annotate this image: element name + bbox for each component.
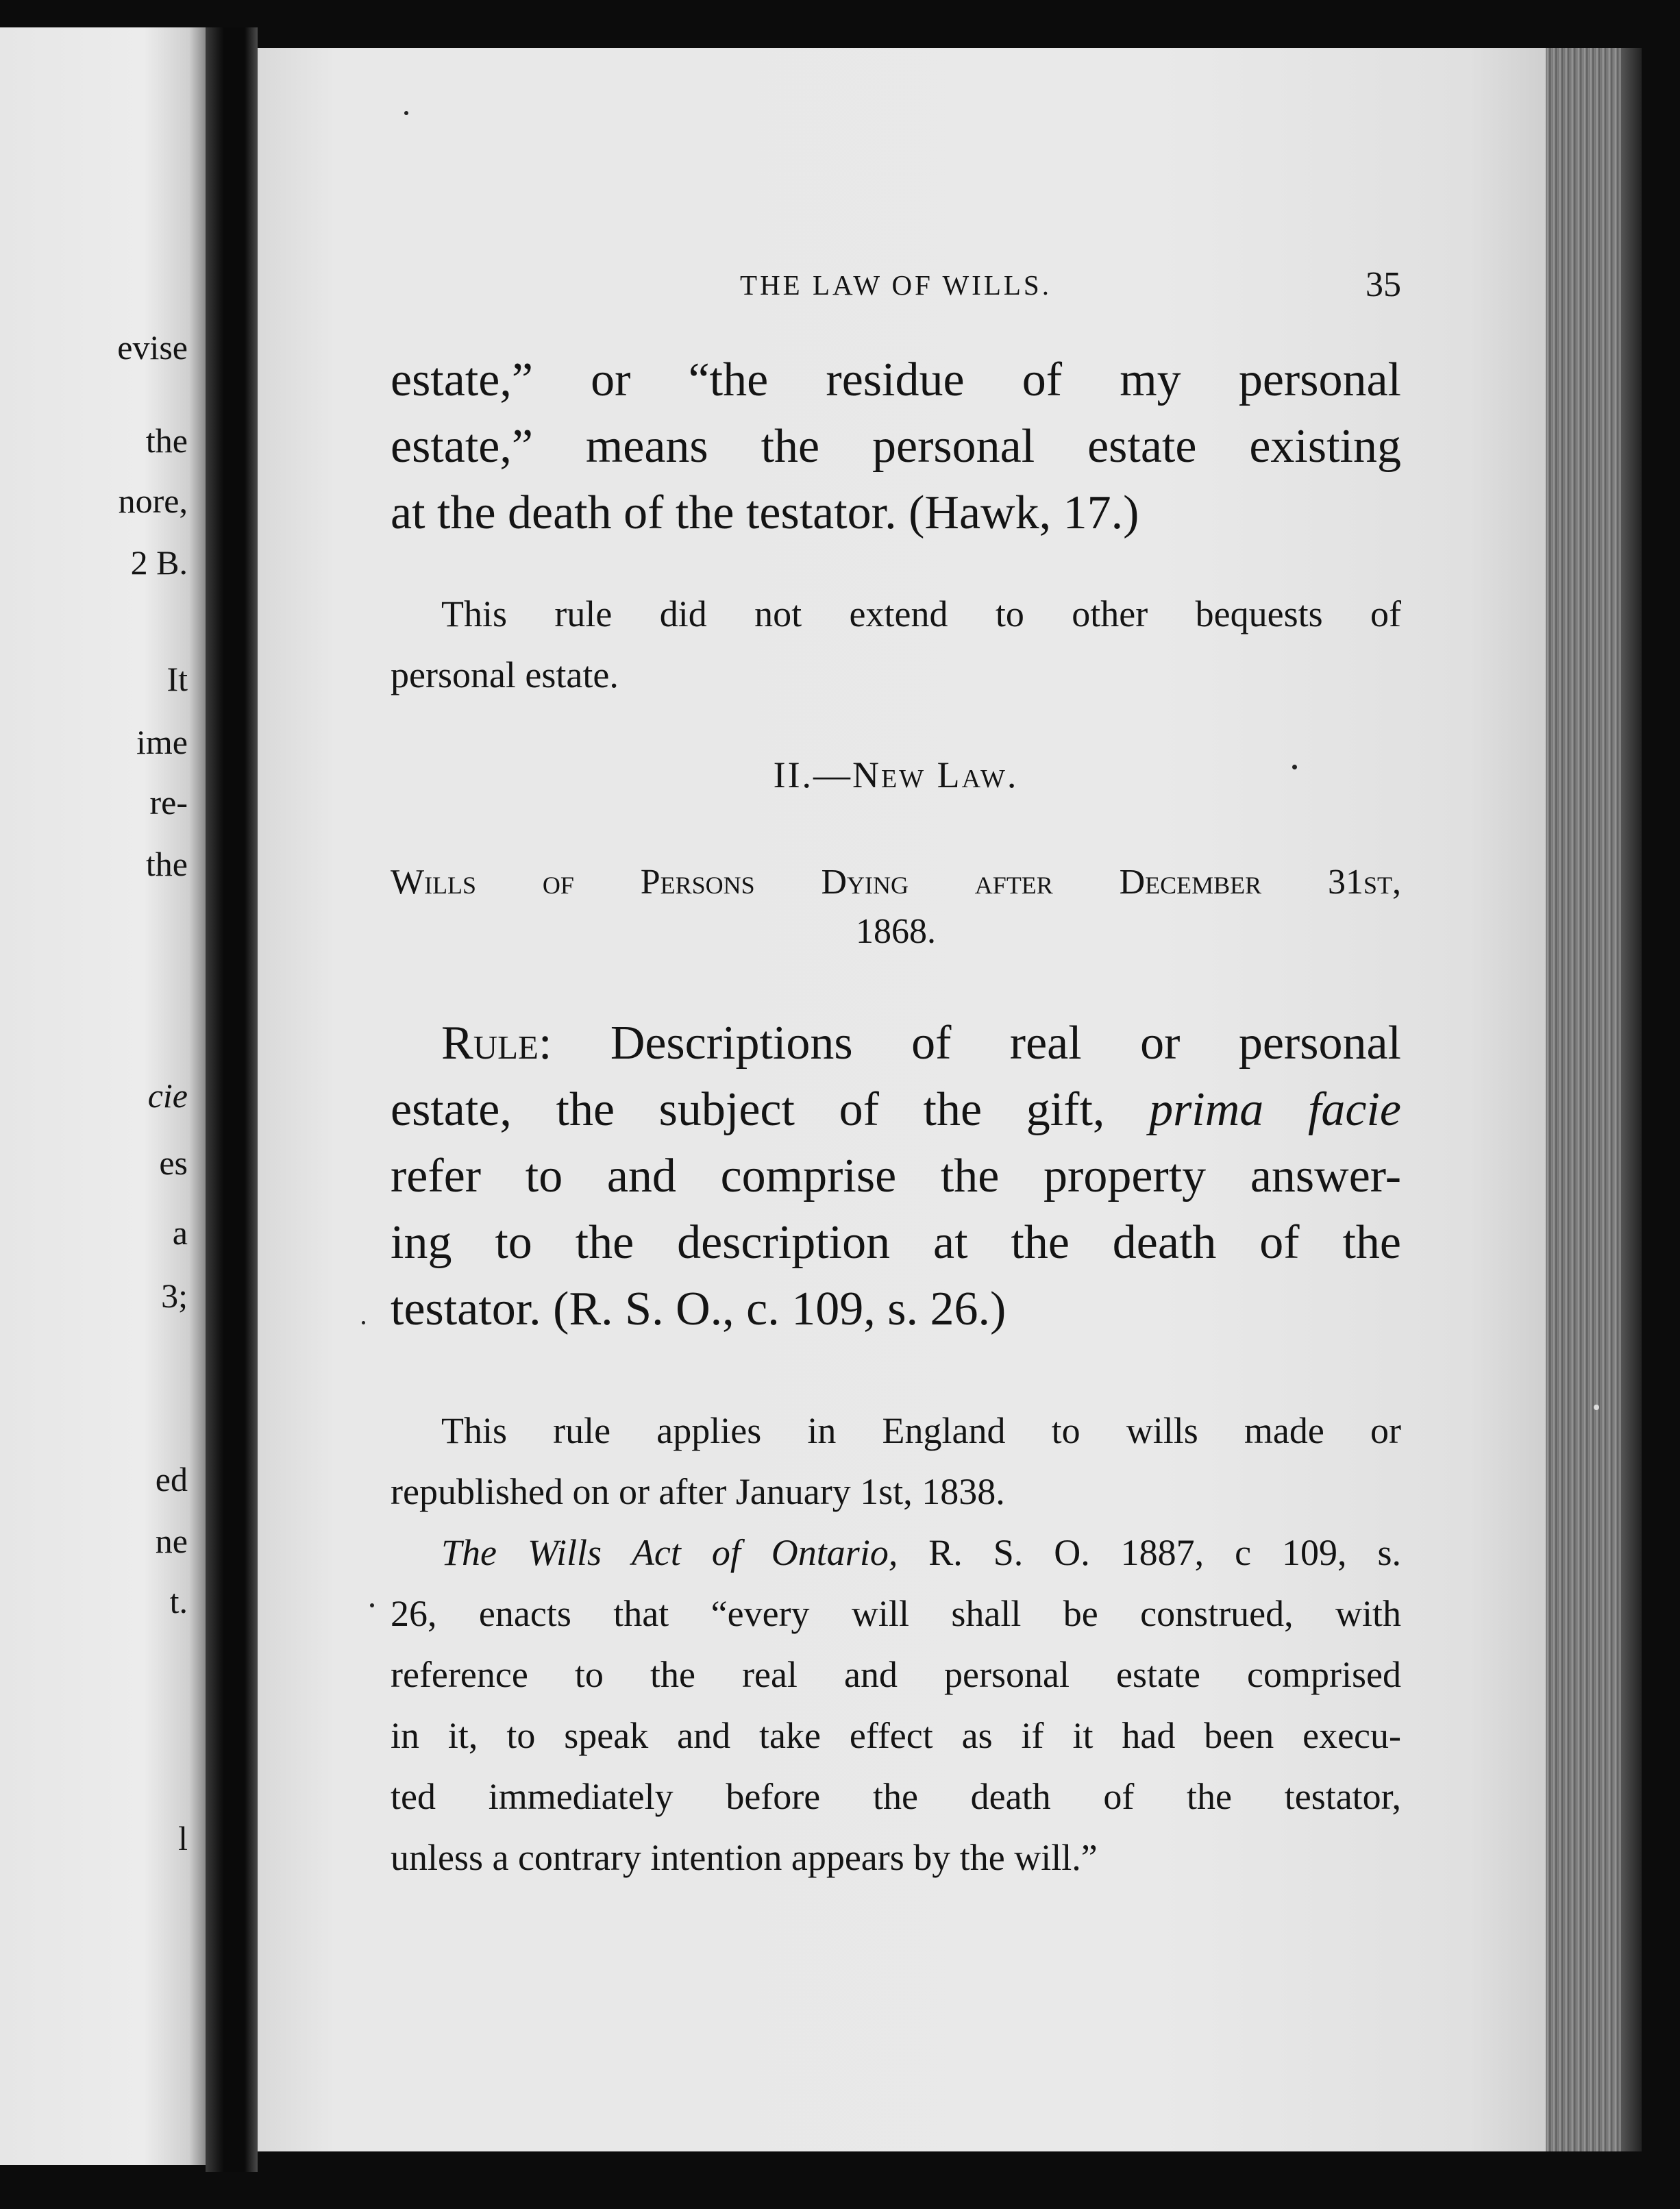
fragment-text: It <box>166 660 188 698</box>
fragment-text: cie <box>147 1076 188 1115</box>
latin-phrase: prima facie <box>1149 1083 1401 1136</box>
paragraph-continued <box>391 347 1401 546</box>
rule-line <box>391 1076 1401 1143</box>
fragment-text: nore, <box>118 482 188 520</box>
sub-heading <box>391 858 1401 957</box>
fragment-text: ime <box>136 723 188 761</box>
dust-speck <box>1292 765 1297 769</box>
fragment-text: es <box>159 1144 188 1182</box>
fragment-text: re- <box>149 783 188 822</box>
fragment-text: a <box>172 1213 188 1252</box>
rule-text: Descriptions of real or personal <box>552 1017 1401 1070</box>
fragment-text: t. <box>169 1582 188 1620</box>
text-line: in it, to speak and take effect as if it had been execu- <box>391 1715 1401 1756</box>
text-span: R. S. O. 1887, c 109, s. <box>898 1532 1401 1573</box>
text-line: personal estate. <box>391 654 619 695</box>
statute-title: The Wills Act of Ontario, <box>441 1532 898 1573</box>
text-line: 26, enacts that “every will shall be construed, with <box>391 1593 1401 1634</box>
dust-speck <box>404 111 408 115</box>
running-title: THE LAW OF WILLS. <box>740 269 1052 301</box>
sub-heading-line: Wills of Persons Dying after December 31st, <box>391 863 1401 902</box>
fragment-text: the <box>145 421 188 460</box>
rule-paragraph <box>391 1010 1401 1342</box>
sub-heading-line: 1868. <box>856 912 936 951</box>
previous-page-fragment <box>0 27 206 2165</box>
text-line: at the death of the testator. (Hawk, 17.) <box>391 486 1139 539</box>
commentary-paragraph <box>391 1400 1401 1888</box>
text-line: estate,” or “the residue of my personal <box>391 354 1401 406</box>
text-line: reference to the real and personal estate comprised <box>391 1654 1401 1695</box>
dust-speck <box>362 1321 365 1324</box>
rule-label: Rule: <box>441 1017 552 1070</box>
rule-text: estate, the subject of the gift, <box>391 1083 1150 1136</box>
rule-line: ing to the description at the death of the <box>391 1216 1401 1269</box>
text-line: This rule did not extend to other bequests of <box>441 593 1401 634</box>
fragment-text: evise <box>117 328 188 367</box>
page-edges <box>1546 48 1642 2151</box>
text-line: unless a contrary intention appears by the will.” <box>391 1837 1098 1878</box>
fragment-text: 2 B. <box>130 543 188 582</box>
text-line: estate,” means the personal estate existing <box>391 420 1401 473</box>
rule-line: testator. (R. S. O., c. 109, s. 26.) <box>391 1283 1006 1335</box>
section-heading: II.—New Law. <box>773 754 1019 795</box>
text-line: This rule applies in England to wills made or <box>441 1410 1401 1451</box>
text-line <box>391 1522 1401 1583</box>
fragment-text: 3; <box>161 1276 188 1315</box>
dust-speck <box>1594 1405 1599 1410</box>
fragment-text: the <box>145 845 188 883</box>
running-head <box>391 264 1401 306</box>
book-gutter <box>206 27 258 2172</box>
page-number: 35 <box>1366 265 1401 304</box>
fragment-text: ed <box>155 1460 188 1498</box>
text-line: ted immediately before the death of the testator, <box>391 1776 1401 1817</box>
fragment-text: l <box>178 1819 188 1858</box>
dust-speck <box>370 1603 374 1607</box>
rule-line: refer to and comprise the property answer- <box>391 1150 1401 1202</box>
fragment-text: ne <box>155 1522 188 1560</box>
note-paragraph <box>391 584 1401 706</box>
rule-line <box>391 1010 1401 1076</box>
text-line: republished on or after January 1st, 1838. <box>391 1471 1005 1512</box>
